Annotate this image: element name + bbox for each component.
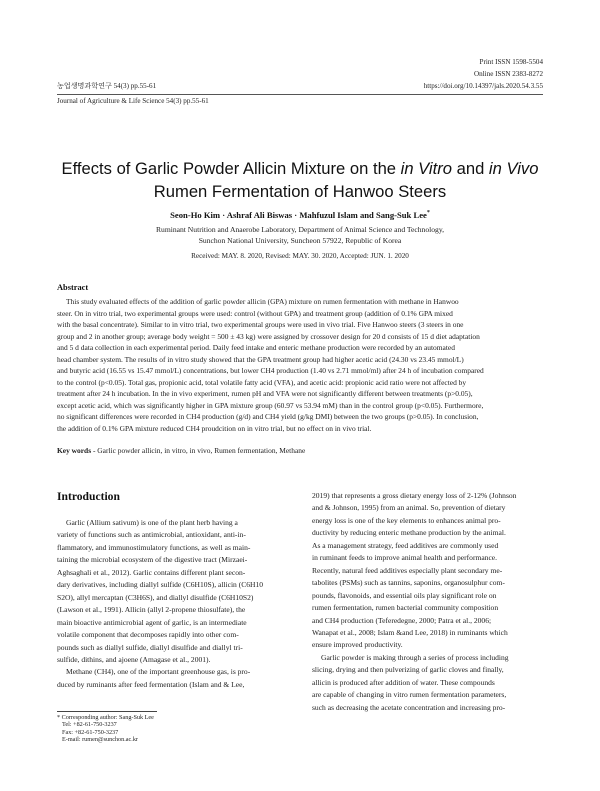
intro-line: volatile component that decomposes rapidly into other com- <box>57 630 239 640</box>
abstract-line: the addition of 0.1% GPA mixture reduced CH4 proudcition on in vitro trial, but no effect on in vivo trial. <box>57 424 372 434</box>
affiliation-line2: Sunchon National University, Suncheon 57922, Republic of Korea <box>198 236 402 245</box>
online-issn: Online ISSN 2383-8272 <box>474 70 543 78</box>
print-issn: Print ISSN 1598-5504 <box>479 58 543 66</box>
abstract-line: head chamber system. The results of in vitro study showed that the GPA treatment group had higher acetic acid (24.30 vs 23.45 mmol/L) <box>57 354 464 364</box>
footnote-fax: Fax: +82-61-750-3237 <box>62 728 119 736</box>
footnote <box>57 714 154 744</box>
article-title-line1 <box>40 157 560 180</box>
abstract-line: except acetic acid, which was significantly higher in GPA mixture group (60.97 vs 53.94 mM) than in the control group (p<0.05). Furthermore, <box>57 400 484 410</box>
abstract-line: and 5 d data collection in each experimental period. Daily feed intake and enteric methane production were recorded by an automated <box>57 343 455 353</box>
intro-line: main bioactive antimicrobial agent of garlic, is an intermediate <box>57 617 247 627</box>
intro-line: Aghsaghali et al., 2012). Garlic contains different plant secon- <box>57 567 246 577</box>
title-text-1: Effects of Garlic Powder Allicin Mixture on the <box>61 159 401 178</box>
abstract-heading: Abstract <box>57 283 89 292</box>
footnote-email[interactable]: E-mail: rumen@sunchon.ac.kr <box>62 736 138 744</box>
keywords <box>57 446 543 455</box>
intro-line: rumen fermentation, rumen bacterial community composition <box>312 603 499 613</box>
abstract-line: and butyric acid (16.55 vs 15.47 mmol/L) concentrations, but lower CH4 production (1.40 vs 2.71 mmol/ml) after 24 h of incubation compared <box>57 366 484 376</box>
abstract-line: group and 2 in another group; average body weight = 500 ± 43 kg) were assigned by crossover design for 20 d consists of 15 d diet adaptation <box>57 331 480 341</box>
intro-line: are capable of changing in vitro rumen fermentation parameters, <box>312 690 507 700</box>
abstract-line: with the basal concentrate). Similar to in vitro trial, two experimental groups were used in vivo trial. Five Hanwoo steers (3 steers in one <box>57 320 464 330</box>
journal-english-name: Journal of Agriculture & Life Science 54(3) pp.55-61 <box>57 97 209 105</box>
intro-left-column <box>57 517 299 691</box>
abstract-body <box>57 296 543 435</box>
intro-line: flammatory, and immunostimulatory functions, as well as main- <box>57 542 251 552</box>
intro-line: and CH4 production (Teferedegne, 2000; Patra et al., 2006; <box>312 615 492 625</box>
intro-line: S2O), allyl mercaptan (C3H6S), and diallyl disulfide (C6H10S2) <box>57 592 254 602</box>
intro-line: Methane (CH4), one of the important greenhouse gas, is pro- <box>66 667 251 677</box>
title-italic-1: in Vitro <box>400 159 452 178</box>
intro-line: allicin is produced after addition of water. These compounds <box>312 677 495 687</box>
abstract-line: to the control (p<0.05). Total gas, propionic acid, total volatile fatty acid (VFA), and acetic acid: propionic acid ratio were not affected by <box>57 377 467 387</box>
intro-line: Garlic (Allium sativum) is one of the plant herb having a <box>66 518 238 527</box>
doi-link[interactable]: https://doi.org/10.14397/jals.2020.54.3.55 <box>423 82 543 90</box>
intro-line: dary derivatives, including diallyl sulfide (C6H10S), allicin (C6H10 <box>57 580 264 590</box>
corresponding-author: * Corresponding author: Sang-Suk Lee <box>57 714 154 721</box>
keywords-label: Key words <box>57 446 92 455</box>
intro-line: variety of functions such as antimicrobial, antioxidant, anti-in- <box>57 530 246 540</box>
header-divider <box>57 94 543 95</box>
intro-line: pounds, flavonoids, and essential oils play significant role on <box>312 590 497 600</box>
intro-line: Recently, natural feed additives especially plant secondary me- <box>312 565 503 575</box>
intro-line: As a management strategy, feed additives are commonly used <box>312 540 499 550</box>
intro-line: duced by ruminants after feed fermentation (Islam and & Lee, <box>57 679 245 689</box>
intro-line: taining the microbial ecosystem of the digestive tract (Mirzaei- <box>57 555 248 565</box>
intro-line: tabolites (PSMs) such as tannins, saponins, organosulphur com- <box>312 578 505 588</box>
title-italic-2: in Vivo <box>488 159 539 178</box>
intro-line: pounds such as diallyl sulfide, diallyl disulfide and diallyl tri- <box>57 642 243 652</box>
keywords-text: - Garlic powder allicin, in vitro, in vivo, Rumen fermentation, Methane <box>92 446 306 455</box>
intro-right-column <box>312 490 544 714</box>
affiliation-line1: Ruminant Nutrition and Anaerobe Laboratory, Department of Animal Science and Technology, <box>155 225 445 234</box>
abstract-line: steer. On in vitro trial, two experimental groups were used: control (without GPA) and treatment group (addition of 0.1% GPA mixed <box>57 308 453 318</box>
abstract-line: no significant differences were recorded in CH4 production (g/d) and CH4 yield (g/kg DMI) between the two groups (p>0.05). In conclusion, <box>57 412 479 422</box>
footnote-divider <box>57 711 157 712</box>
intro-line: energy loss is one of the key elements to enhances animal pro- <box>312 515 501 525</box>
author-list <box>40 210 560 220</box>
corresponding-mark: * <box>426 210 430 217</box>
article-dates: Received: MAY. 8. 2020, Revised: MAY. 30. 2020, Accepted: JUN. 1. 2020 <box>191 252 409 260</box>
intro-line: in ruminant feeds to improve animal health and performance. <box>312 553 498 563</box>
intro-line: 2019) that represents a gross dietary energy loss of 2-12% (Johnson <box>312 491 517 500</box>
article-title-line2: Rumen Fermentation of Hanwoo Steers <box>153 182 447 201</box>
abstract-line: treatment after 24 h incubation. In the in vivo experiment, rumen pH and VFA were not significantly different between treatments (p>0.05), <box>57 389 473 399</box>
journal-korean-name: 농업생명과학연구 54(3) pp.55-61 <box>57 82 157 90</box>
intro-line: slicing, drying and then pulverizing of garlic cloves and finally, <box>312 665 504 675</box>
intro-line: such as decreasing the acetate concentration and increasing pro- <box>312 702 506 712</box>
intro-line: (Lawson et al., 1991). Allicin (allyl 2-propene thiosulfate), the <box>57 605 246 615</box>
intro-line: ensure improved productivity. <box>312 640 403 650</box>
authors-text: Seon-Ho Kim · Ashraf Ali Biswas · Mahfuzul Islam and Sang-Suk Lee <box>170 210 427 220</box>
intro-line: sulfide, dithins, and ajoene (Amagase et al., 2001). <box>57 654 211 664</box>
intro-line: Wanapat et al., 2008; Islam &and Lee, 2018) in ruminants which <box>312 627 508 637</box>
intro-line: and & Johnson, 1995) from an animal. So, prevention of dietary <box>312 503 506 513</box>
introduction-heading: Introduction <box>57 490 120 503</box>
title-text-2: and <box>452 159 489 178</box>
abstract-line: This study evaluated effects of the addition of garlic powder allicin (GPA) mixture on rumen fermentation with methane in Hanwoo <box>66 297 459 306</box>
intro-line: ductivity by reducing enteric methane production by the animal. <box>312 528 506 538</box>
intro-line: Garlic powder is making through a series of process including <box>321 652 509 662</box>
footnote-tel: Tel: +82-61-750-3237 <box>62 721 117 729</box>
